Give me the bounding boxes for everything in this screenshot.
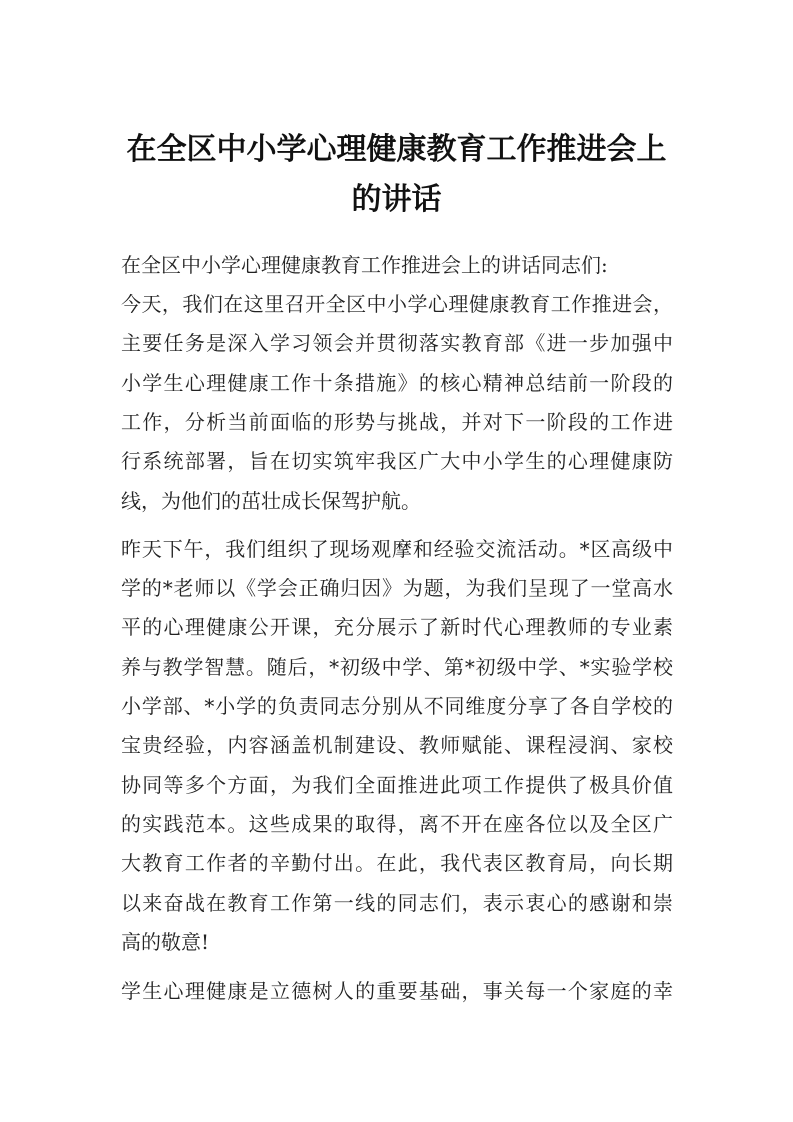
body-line: 宝贵经验，内容涵盖机制建设、教师赋能、课程浸润、家校: [121, 733, 673, 757]
body-line: 线，为他们的茁壮成长保驾护航。: [121, 489, 421, 513]
body-line: 的实践范本。这些成果的取得，离不开在座各位以及全区广: [121, 812, 673, 836]
body-line: 小学部、*小学的负责同志分别从不同维度分享了各自学校的: [121, 694, 673, 718]
body-line: 学的*老师以《学会正确归因》为题，为我们呈现了一堂高水: [121, 576, 673, 600]
body-line: 主要任务是深入学习领会并贯彻落实教育部《进一步加强中: [121, 331, 673, 355]
body-line: 养与教学智慧。随后，*初级中学、第*初级中学、*实验学校: [121, 655, 673, 679]
body-line: 在全区中小学心理健康教育工作推进会上的讲话同志们:: [121, 253, 608, 277]
body-line: 协同等多个方面，为我们全面推进此项工作提供了极具价值: [121, 773, 673, 797]
document-title-line-2: 的讲话: [351, 182, 442, 217]
body-line: 今天，我们在这里召开全区中小学心理健康教育工作推进会，: [121, 292, 673, 316]
body-line: 学生心理健康是立德树人的重要基础，事关每一个家庭的幸: [121, 979, 673, 1003]
body-line: 平的心理健康公开课，充分展示了新时代心理教师的专业素: [121, 615, 673, 639]
body-line: 以来奋战在教育工作第一线的同志们，表示衷心的感谢和崇: [121, 891, 673, 915]
body-line: 行系统部署，旨在切实筑牢我区广大中小学生的心理健康防: [121, 449, 673, 473]
body-line: 高的敬意!: [121, 930, 210, 954]
body-line: 小学生心理健康工作十条措施》的核心精神总结前一阶段的: [121, 371, 673, 395]
body-line: 昨天下午，我们组织了现场观摩和经验交流活动。*区高级中: [121, 537, 673, 561]
body-line: 工作，分析当前面临的形势与挑战，并对下一阶段的工作进: [121, 410, 673, 434]
body-line: 大教育工作者的辛勤付出。在此，我代表区教育局，向长期: [121, 851, 673, 875]
document-title-line-1: 在全区中小学心理健康教育工作推进会上: [126, 132, 667, 167]
